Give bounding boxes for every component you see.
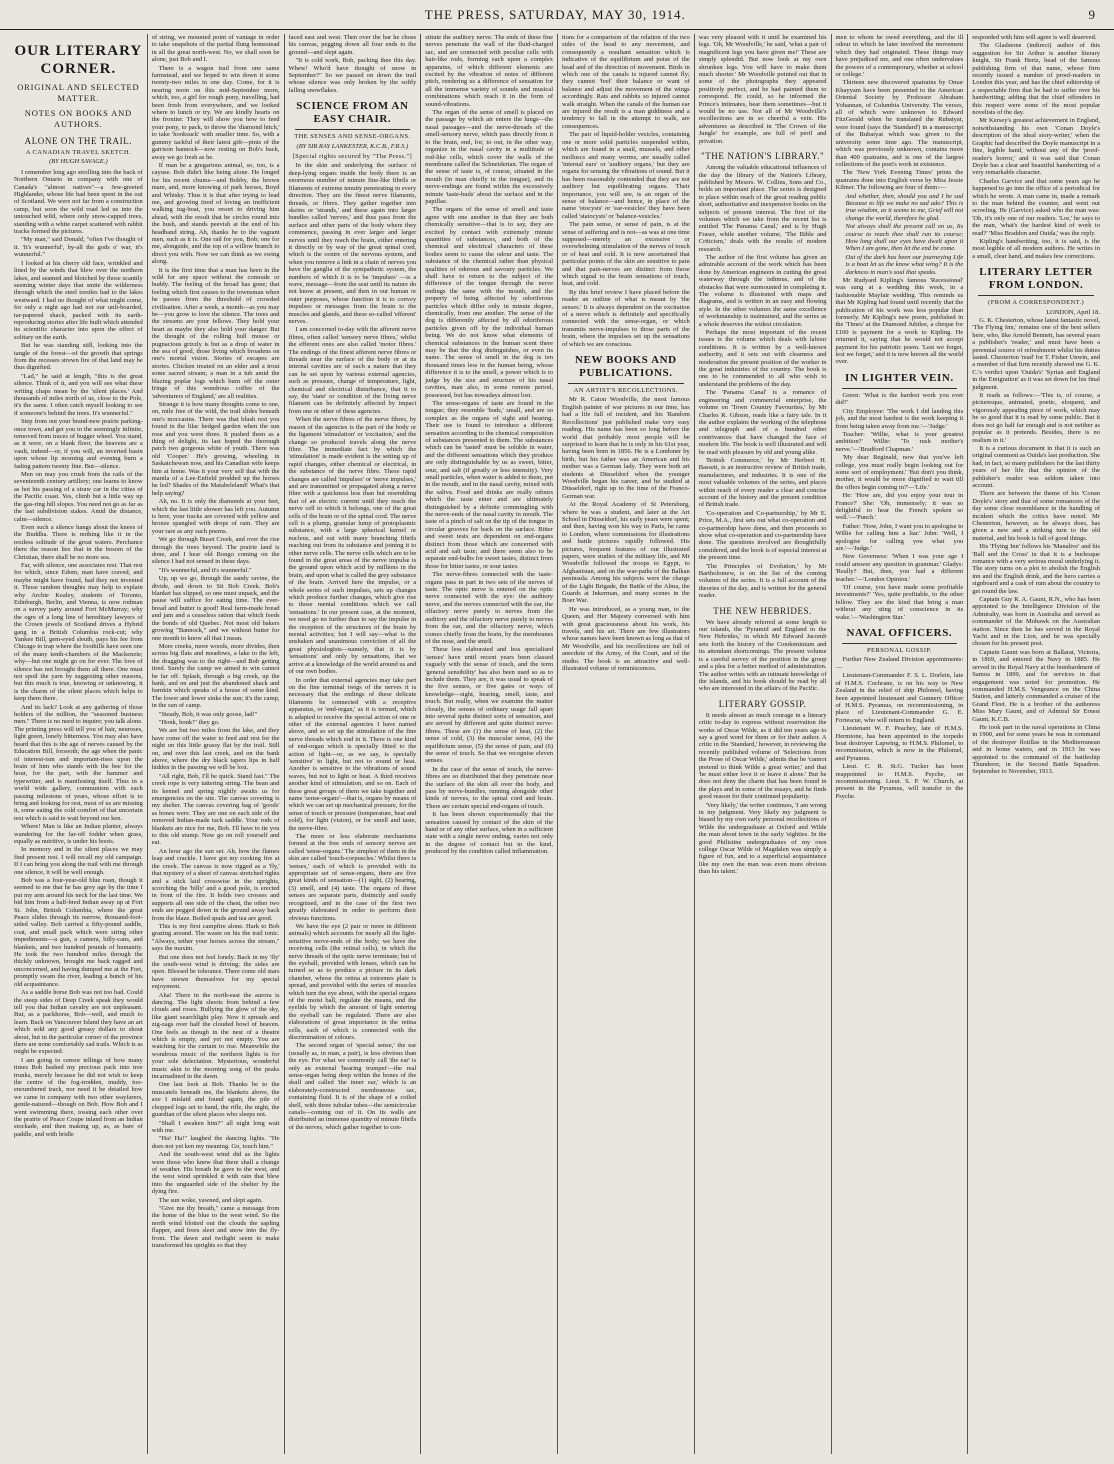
article-paragraph: The organs of the sense of smell and taste agree with one another in that they are both chemically sensitive—that is to say, they are excited by contact with extremely minute quantities of substances, and both of the chemical and electrical characters of these bodies seem to cause the odour and taste. The substance of the chemical rather than physical qualities of odorous and savoury particles. We shall have to return to the subject of the difference of the tongue through the nerve endings the same with the mouth, and the property of being affected by odoriferous particles which differ only in minute degree, chemically, from one another. The sense of the dog is differently affected by all odoriferous particles given off by the individual human being. We do not know what elements of chemical substances in the human scent there may be that the dog distinguishes, or even its name. The sense of smell in the dog is ten thousand times less in the human being, whose difference it is to the smell, a power which is to judge by the size and structure of his nasal cavities, man also, in some remote period, possessed, but has nowadays almost lost. bbox=[425, 206, 553, 399]
article-paragraph: His 'Flying Inn' follows his 'Manalive' and his 'Ball and the Cross' in that it is a burlesque romance with a very serious moral underlying it. The story turns on a plot to abolish the English inn and the English drink, and the hero carries a signboard and a cask of rum about the country to get round the law. bbox=[972, 543, 1100, 595]
article-headline: SCIENCE FROM AN EASY CHAIR. bbox=[296, 100, 409, 126]
article-paragraph: The 'New York Evening Times' prints the quatrains done into English verse by Miss Jessie Kilmer. The following are four of them:— bbox=[835, 169, 964, 192]
article-paragraph: "Steady, Bob, it was only goose, lad!" bbox=[158, 710, 258, 718]
article-paragraph: Strange it is how many thoughts come to one, on, mile free of the wild, the trail slides beneath one's moccasins. There was that blush rest you found in the lilac hedged garden when the sun rose and you were three. It pushed them as a thing of delight, its last hoped the thorough patch two gorgeous white of youth. There was old 'Cooper.' He's growing, wheeling in Saskatchewan now, and his Canadian wife keeps him at home. Was it your very self that with the manila of a Lee-Enfield prodded up the horses he led? Shades of the Matabeleland! What's that help saying? bbox=[151, 400, 280, 497]
article-paragraph: 'The Principles of Evolution,' by Mr Bartholomew, is on the list of the coming volumes of the series. It is a full account of the theories of the day, and is written for the general reader. bbox=[698, 562, 827, 600]
article-paragraph: Teacher: 'Willie, what is your greatest ambition?' Willie: 'To rush mother's nerve.'—'Bradford Chapman.' bbox=[835, 430, 964, 453]
article-subhead: AN ARTIST'S RECOLLECTIONS. bbox=[573, 387, 678, 395]
article-headline: NAVAL OFFICERS. bbox=[846, 627, 953, 640]
verse-stanza: Not always shall the present call on us, Its course to reach thee shall run its course; How long shall our eyes have dwelt upon it When I am gone, then let the end be come. bbox=[845, 223, 964, 253]
article-paragraph: The second organ of 'special sense,' the ear (usually as, in man, a pair), is less obvious than the eye. For what we commonly call 'the ear' is only an external 'hearing trumpet'—the real sense-organ being deep within the bones of the skull and called 'the inner ear,' which is an elaborately-constructed membranous sac, containing fluid. It is of the shape of a coiled shell, with three tubular tubes—the semicircular canals—coming out of it. On its walls are distributed an immense quantity of minute fibrils of the nerves, which gather together to con- bbox=[288, 1042, 417, 1131]
article-paragraph: When the nerve fibres of the nerve fibres, by reason of the agencies is the part of the body or the ligament 'stimulation' or 'excitation,' and the change so produced travels along the nerve fibre. The immediate fact by which the 'stimulation' is made evident is the setting up of rapid changes, either chemical or electrical, in the substance of the nerve fibre. These rapid changes are called 'impulses' or 'nerve impulses,' and are transmitted or propagated along a nerve fibre with a quickness less than but resembling that of an electric current until they reach the nerve cell to which it belongs, one of the great cells of the brain or of the spinal cord. The nerve cell is a plump, granular lump of protoplasmic substance, with a large spherical kernel or nucleus, and out with many branching fibrils reaching out from its substance and joining it to other nerve cells. The nerve cells which are to be found in the great areas of the nerve impulse is the ground upon which acid by millions in the brain, and upon what is called the grey substance of the brain. Arrived here the impulse, or a whole series of such impulses, sets up changes which produce further changes, which give rise to those mental conditions which we call 'sensations.' In our present case, at the moment, we need go no further than to say the impulse in the reception of the structures of the brain by mental activities; but I will say—what is the unshaken and unanimous conviction of all the great physiologists—namely, that it is by 'sensations' and only by sensations, that we arrive at a knowledge of the world around us and of our own bodies. bbox=[288, 416, 417, 676]
article-paragraph: There are between the theme of his 'Conan Doyle's' story and that of some romancers of the day some close resemblance in the handling of incident which the critics have noted. Mr Chesterton, however, as he always does, has given a new and a striking turn to the old material, and his book is full of good things. bbox=[972, 490, 1100, 542]
article-headline: "THE NATION'S LIBRARY." bbox=[700, 151, 825, 162]
article-paragraph: In memory and in the silent places we may find present rest. I will recall my old campaign. If I can bring you along the trail with me through one silence, it will be well enough. bbox=[14, 846, 143, 876]
article-paragraph: In the case of the sense of touch, the nerve-fibres are so distributed that they penetrate near the surface of the skin all over the body, and pass by nerve-bundles, running alongside other kinds of nerves, to the spinal cord and brain. There are certain special end-organs of touch. bbox=[425, 765, 553, 810]
article-paragraph: Mr R. Caton Woodville, the most famous English painter of war pictures in our time, has had a life full of incident, and his 'Random Recollections' just published make very easy reading. His name has been so long before the world that probably most people will be surprised to learn that he is only in his 61st year, having been born in 1856. He is a Londoner by birth, but his father was an American and his mother was a German lady. They were both art students at Düsseldorf when the younger Woodville began his career, and he studied at Düsseldorf, right up to the time of the Franco-German war. bbox=[562, 396, 690, 500]
divider-rule bbox=[568, 383, 684, 384]
article-paragraph: Up, up we go, through the sandy ravine, the divide, and down to Sit Bob Creek. Bob's blanket has slipped, so one must unpack, and the pause will suffice for eating time. The ever-bread and butter is good! Real farm-made bread and jam and a ceaseless ration that which feeds the bonds of old Quebec. Not most old bakers growing "Bannock," and we without butter for one month to know all that I mean. bbox=[151, 575, 280, 642]
article-paragraph: Mr Rudyard Kipling's famous 'Recessional' was sung at a wedding this week, in a fashionable Mayfair wedding. This reminds us that Mr Kipling had found until recently that the publication of his work was less popular than formerly. Mr Kipling's new poem, published in the 'Times' at the Diamond Jubilee, a cheque for £100 is payment for a work to Kipling. He returned it, saying that he would not accept payment for his patriotic poem. 'Lest we forget, lest we forget,' and it is now known all the world over. bbox=[835, 277, 964, 366]
article-paragraph: men to whom he owed everything, and the ill odour in which he later involved the movement which they had originated. These things may have prejudiced me, and one often undervalues the powers of a contemporary, whether at school or college.' bbox=[835, 34, 964, 79]
section-deck: ORIGINAL AND SELECTED MATTER. bbox=[17, 82, 140, 103]
article-paragraph: "It is cold work, Bob, packing thee this day. Whew! Who'd have thought of snow in September?" So we passed on down the trail whose silence was only broken by the softly falling snowflakes. bbox=[288, 57, 417, 94]
article-paragraph: But he was standing still, looking into the tangle of the forest—of the growth that springs from the recesses strewn fire of that land may be thus dignified. bbox=[14, 342, 143, 372]
article-paragraph: We have already referred at some length to our islands, the 'Pyramid and England in the New Hebrides,' in which Mr Edward Jacomb sets forth the history of the Condominium and its attendant shortcomings. The present volume is a careful survey of the position in the group and a plea for a better method of administration. The author writes with an intimate knowledge of the islands, and his book should be read by all who are interested in the affairs of the Pacific. bbox=[698, 618, 827, 693]
article-paragraph: If man be a gregarious animal, so, too, is a cayuse. Bob didn't like being alone. He longed for his recent chums—and Bobby, the brown mare, and, more knowing of park horses, Boyd and Whisky. Thus it is that after trying to lead me, and growing tired of loving an inefficient walking tug-boat, you resort to driving him ahead, with the result that he circles round into the bush, and stands peevish at the end of his headband string. Ah, thanks be to the vagrant men, such as it is. One rail for you, Bob; one for me, alongside, and the top of a willow branch to direct you with. Now we can think as we swing along. bbox=[151, 161, 280, 266]
article-paragraph: One last look at Bob. Thanks be to the muscatels beneath me, the blankets above, the axe I mislaid and found again, the pile of chopped logs set to hand, the rifle, the night, the guardian of the silent places who sleeps not. bbox=[151, 1081, 280, 1119]
article-paragraph: Far, with silence, one associates rest. That rest for which, since Edom, man have craved, and maybe might have found, had they not invented it. Those random thoughts may help to explain why Archie Kealey, students of Toronto, Edinburgh, Berlin, and Vienna, is now rodman on a survey party around Fort McMurray; why the ogre of a long line of hereditary lawyers of the Crown jewels of Scotland drives a Hybrid gang in a British Columbia rock-cut; why Yankee Bill, gem-eyed sleuth, pays his fee from Chicago to trap where the foothills have seen one of the many tenth-chambers of the Mackenzie; why—but one might go on for ever. The love of silence has not brought them all there. One must not spoil the yarn by suggesting other reasons, but this much is true, knowing or unknowing, it is the charm of the silent places which helps to keep them there. bbox=[14, 561, 143, 703]
article-paragraph: "Give me thy breath," came a message from the home of the blue to the west wind. So the north wind blotted out the clouds the sapling flapper, and frees sleet and snow into the fly-front. The dawn and twilight seem to make transformed his uprights so that they bbox=[151, 1204, 280, 1249]
article-byline: (BY SIR RAY LANKESTER, K.C.B., F.R.S.) bbox=[296, 142, 409, 150]
article-subhead: THE SENSES AND SENSE-ORGANS. bbox=[294, 133, 411, 141]
article-paragraph: The pain sense, or sense of pain, is at the sense of suffering and is not—as was at one time supposed—merely an excessive or overwhelming stimulation of the nerves of touch or of heat and cold. It is now ascertained that particular points of the skin are sensitive to pain and that pain-nerves are distinct from those which signal to the brain sensations of touch, heat, and cold. bbox=[562, 221, 690, 288]
article-paragraph: The more or less elaborate mechanisms formed at the free ends of sensory nerves are called 'sense-organs.' The simplest of them in the skin are called 'touch-corpuscles.' Whilst there is 'senses,' each of which is provided with its appropriate set of sense-organs, there are five great kinds of sensation—(1) sight, (2) hearing, (3) smell, and (4) taste. The organs of these senses are separate parts, distinctly and easily recognised, and in the case of the first two greatly elaborated in order to perform their obvious functions. bbox=[288, 833, 417, 922]
article-subhead: (FROM A CORRESPONDENT.) bbox=[988, 299, 1085, 307]
article-subhead: PERSONAL GOSSIP. bbox=[867, 647, 932, 655]
article-paragraph: Where! Man is like an Indian planter, always wandering for the far-off fodder when grass, equally as nutritive, is under his boots. bbox=[14, 823, 143, 845]
article-paragraph: Step from out your brand-new prairie parking-once town, and get you to the seemingly infinite, removed from traces of bugger wheel. You stand, as it were, on a blank floor, the heavens are a vault, indeed—or, if you will, an inverted basin upon whose lip morning and evening burn a fading pattern twenty fine. But—silence. bbox=[14, 418, 143, 470]
article-paragraph: It is a curious document in that it is such an original comment as Ouida's last production. She had, in fact, so many publishers for the last thirty years of her life that the opinion of the publisher's reader was seldom taken into account. bbox=[972, 444, 1100, 489]
divider-rule bbox=[978, 295, 1094, 296]
article-paragraph: We have the eye (2 pair or more in different animals) which accounts for nearly all the light-sensitive nerve-ends of the body; we have the receiving cells (the retinal cells), in which the nerve threads of the optic nerve terminate; but of the eyeball, provided with lenses, which can be turned so as to produce a picture in its dark chamber, whose the retina at extremes plate is spread, and provided with the series of muscles which turn the eye about, with the special organs of the moist ball, regulate the means, and the eyelids by which the amount of light entering the eyeball can be regulated. There are also elaborations of great importance in the retina cells, each of which is connected with the discrimination of colours. bbox=[288, 922, 417, 1041]
article-headline: THE NEW HEBRIDES. bbox=[713, 605, 813, 616]
article-paragraph: But one does not feel lonely. Back in my 'fly' the south-west wind is driving; the sides are open. Blessed be tolerance. There come old stars have strewn themselves for my special enjoyment. bbox=[151, 953, 280, 991]
article-paragraph: Further New Zealand Division appointments:— bbox=[835, 656, 964, 671]
section-deck: NOTES ON BOOKS AND AUTHORS. bbox=[24, 108, 132, 129]
article-paragraph: responded with him will agree is well deserved. bbox=[972, 34, 1097, 41]
article-paragraph: Lieutenant-Commander F. S. L. Dorlein, late of H.M.S. Cochrane, is on his way to New Zealand in the relief of ship Philomel, having been appointed lieutenant and Gunnery Officer of H.M.S. Pyramus, on recommissioning, in place of Lieutenant-Commander G. E. Fortescue, who will return to England. bbox=[835, 672, 964, 724]
article-paragraph: The author of the first volume has given an admirable account of the work which has been done by American engineers in cutting the great waterway through the isthmus, and of the obstacles that were surmounted in completing it. The volume is illustrated with maps and diagrams, and is written in an easy and flowing style. In the other volumes the same excellence of workmanship is maintained, and the series as a whole deserves the widest circulation. bbox=[698, 253, 827, 328]
article-paragraph: was very pleased with it until he examined his legs. 'Oh, Mr Woodville,' he said, 'what a pair of magnificent legs you have given me!' These are simply splendid. But now look at my own shrunken legs. You will have to make them much shorter.' Mr Woodville pointed out that in some of the photographs they appeared positively perfect, and he had painted them to correspond. He could, so he informed the Prince's intimates, bear them sometimes—but it would be no use. Not all of Mr Woodville's recollections are in so cheerful a vein. His adventures as described in 'The Crown of the Jungle' for example, are full of peril and privation. bbox=[698, 34, 827, 145]
article-paragraph: He took part in the naval operations in China in 1900, and for some years he was in command of the destroyer flotillas in the Mediterranean and in home waters, and in 1913 he was appointed to the command of the battleship Thunderer, in the Second Battle Squadron. September to November, 1913. bbox=[972, 723, 1100, 776]
article-paragraph: In order that external agencies may take part on the fine terminal twigs of the nerves it is necessary that the endings of these delicate filaments be connected with a receptive apparatus, or 'end-organ,' as it is termed, which is adapted to receive the special action of one or other of the external agencies I have named above, and so set up the stimulation of the fine nerve threads which end in it. There is one kind of end-organ which is specially fitted to the action of light—or, as we say, is specially 'sensitive' to light, but not to sound or heat. Another is sensitive to the vibrations of sound waves, but not to light or heat. A third receives another kind of stimulation, and so on. Each of these great groups of them we take together and name 'sense-organs'—that is, organs by means of which we can set up mechanical pressure, for the sense of touch or pressure (temperature, heat and cold), for light (vision), or for smell and taste, the nerve-fibre. bbox=[288, 676, 417, 832]
article-subhead: A CANADIAN TRAVEL SKETCH. bbox=[25, 149, 131, 156]
article-paragraph: Aha! There in the north-east the aurora is dancing. The light shoots from behind a few clouds and roses. Bullying the glow of the sky, like giant searchlight play. Now it spreads and zig-zags over half the clouded bowl of heaven. One feels as though in the nest of a theatre which is empty, and yet not empty. You are watching for the curtain to rise. Meanwhile the wondrous music of the northern lights is for your sole delectation. Mysterious, wonderful music akin to the morning song of the peaks incarnadined in the dawn. bbox=[151, 991, 280, 1081]
article-paragraph: of string, we mounted point of vantage in order to take snapshots of the partial flung homestead in all the great north-west. No, we shall soon be alone, just Bob and I. bbox=[151, 34, 280, 64]
article-paragraph: Even such a silence hangs about the knees of the Buddha. There is nothing like it in the restless solitude of the great waters. Perchance there the reason lies that in the bosom of the Christian, there shall be no more sea. bbox=[14, 523, 143, 561]
article-paragraph: Ah, no. It is only the diamonds at your feet, which the last little shower has left you. Autumn is here, your tracks are covered with yellow and bronze spangled with drops of rain. They are your rare as any such poems. bbox=[151, 498, 280, 535]
article-paragraph: These less elaborated and less specialised 'senses' have until recent years been classed vaguely with the sense of touch, and the term 'general sensibility' has also been used so as to include them. They are, it was usual to speak of the five senses, or five gates or ways of knowledge—sight, hearing, smell, taste, and touch. But really, when we examine the matter closely, the senses of ordinary usage fall apart into several quite distinct sorts of sensation, and are served by different and quite distinct nerve-fibres. These are (1) the sense of heat, (2) the sense of cold, (3) the muscular sense, (4) the equilibrium sense, (5) the sense of pain, and (6) the sense of touch. So that we recognise eleven senses. bbox=[425, 646, 553, 765]
article-paragraph: "Shall I awaken him?" all night long wait with me. bbox=[151, 1119, 280, 1134]
article-paragraph: "All right, Bob, I'll be quick. Stand fast." The creek rope is very tattering string. The bean and its kennel and spring nightly awaits us for emergencies on the site. The canvas covering is my shelter. The canvas covering bag of 'goods' as bones were. They are one on each side of the removed Indian-made tack saddle. Your rods of blankets are nice for me, Bob. I'll have to tie you to this old stump. Now go on roll yourself and eat. bbox=[151, 772, 280, 847]
article-paragraph: Captain Guy R. A. Gaunt, R.N., who has been appointed to the Intelligence Division of the Admiralty, was born in Australia and served as commander of the Mohawk on the Australian station. Since then he has served in the Royal Yacht and in the Lion, and he was specially chosen for his present post. bbox=[972, 596, 1100, 648]
article-paragraph: Lieut. C. R. St.G. Tucker has been reappointed to H.M.S. Psyche, on recommissioning. Lieut. S. P. W. Church, at present in the Pyramus, will transfer to the Psyche. bbox=[835, 763, 964, 800]
article-paragraph: 'British Commerce,' by Mr Herbert H. Bassett, is an instructive review of British trade, manufactures, and industries. It is one of the most valuable volumes of the series, and places within reach of every reader a clear and concise account of the history and the present condition of British trade. bbox=[698, 456, 827, 509]
article-dateline: LONDON, April 18. bbox=[1046, 308, 1100, 316]
section-banner: OUR LITERARY CORNER. bbox=[14, 43, 143, 77]
masthead-title: THE PRESS, SATURDAY, MAY 30, 1914. bbox=[424, 6, 686, 22]
article-paragraph: It reads as follows:—'This is, of course, a picturesque, animated, poetic, eloquent, and vigorously appealing piece of work, which may be so good that it is read by some public. But it does not go half far enough and is not neither as popular as it pretends. Besides, there is no realism in it.' bbox=[972, 392, 1100, 444]
article-paragraph: Perhaps the most important of the recent issues is the volume which deals with labour conditions. It is written by a well-known authority, and it sets out with clearness and moderation the present position of the worker in the great industries of the country. The book is one to be commended to all who wish to understand the problems of the day. bbox=[698, 329, 827, 388]
article-paragraph: 'Of course, you have made some profitable investments?' 'Yes, quite profitable, to the other fellow. They are the kind that bring a man without any sting of conscience in its wake.'—'Washington Star.' bbox=[835, 584, 964, 621]
article-headline: NEW BOOKS AND PUBLICATIONS. bbox=[575, 354, 677, 380]
article-paragraph: The pair of liquid-holder vesicles, containing one or more solid particles suspended within, which are found in a snail, mussels, and other molluscs and many worms, are usually called 'internal ears' or 'auditory organs,' but they are organs for sensing the vibrations of sound. But it has been reasonably contended that they are not auditory but equilibrating organs. Their importance, you will see, is an organ of the sense of balance—and hence, in place of the name 'otocysts' or 'ear-vesicles' they have been called 'statocysts' or 'balance-vesicles.' bbox=[562, 131, 690, 220]
article-paragraph: The sun woke, yawned, and slept again. bbox=[158, 1196, 263, 1204]
article-paragraph: 'My dear Reginald, now that you've left college, you must really begin looking out for some sort of employment.' 'But don't you think, mother, it would be more dignified to wait till the offers begin coming in?'—'Life.' bbox=[835, 454, 964, 491]
divider-rule bbox=[842, 388, 958, 389]
article-paragraph: And the south-west wind did as the lights were those who knew that there shall a change of weather. His breath he gave to the west, and the west wind sprinkled it with rain that blew into the unguarded side of the shelter by the dying fire. bbox=[151, 1151, 280, 1196]
article-paragraph: I looked at his cherry old face, wrinkled and lined by the winds that blew over the northern lakes, and seamed and blotched by those scantily seeming winter days that smite the wilderness through which the steel trestles had to the lakes westward. I had no thought of what might come, for only a night ago had not our unli-boarded, tar-papered shack, packed with its earth-reproducing stories after life built which attended its scientific character into upon the effect of solitary on the earth. bbox=[14, 259, 143, 341]
page-number: 9 bbox=[1088, 6, 1096, 22]
article-paragraph: This is my first campfire alone. Hark to Bob grazing around. The waste on his the trail tonic. "Always, tether your horses across the stream," says the maxim. bbox=[151, 922, 280, 953]
article-paragraph: Lieutenant W. F. Peachey, late of H.M.S. Hermione, has been appointed to the torpedo boat destroyer Lapwing, to H.M.S. Philomel, to recommission, which is now in the Philomel, and Pyramus. bbox=[835, 725, 964, 762]
verse-stanza: Out of the dark has been our journeying Life is a boat let us the know what wing? It is the darkness in man's soul that speaks. bbox=[845, 253, 964, 276]
article-paragraph: The Gladstone (indirect) author of this suggestion for Sir Arthur is another literary knight, Sir Frank Hertz, head of the famous publishing firm of that name, whose firm recently issued a number of proof-readers in London this year, and has the chief editorship of a respectable firm that he had to suffer over his handwriting; adding that the chief offenders in this respect were some of the most popular novelists of the day. bbox=[972, 42, 1100, 117]
article-paragraph: New Governess: 'When I was your age I could answer any question in grammar.' Gladys: 'Really? But, then, you had a different teacher.'—'London Opinion.' bbox=[835, 553, 964, 583]
article-paragraph: It has been shown experimentally that the sensation caused by contact of the skin of the hand or of any other surface, when in a sufficient state with a single nerve ending, varies not only in the degree of contact but in the kind, produced by the condition called inflammation. bbox=[425, 811, 553, 856]
article-headline: ALONE ON THE TRAIL. bbox=[24, 136, 133, 146]
column-7 bbox=[831, 34, 968, 1454]
article-paragraph: As a saddle horse Bob was not too bad. Could the steep sides of Deep Creek speak they would tell you that Indian cavalry are not unpleasant. But, as a packhorse, Bob—well, and much to learn. Back on Vancouver Island they have an art which sold any good greasy dollars to shout about, but in the particular corner of the province there are none comfortably sad trails. Which is as might be expected. bbox=[14, 989, 143, 1056]
article-paragraph: It is the first time that a man has been in the wild for any space without the comrade or buddy. The feeling of the broad has gone; that feeling which first causes to the townsman when he passes from the threshold of crowded civilisation. After a week, a month—as you may be—you grow to love the silence. The trees and the streams are your fellows. They hold your heart as maybe they also hold your danger. But the thought of the rolling hull mouse or pugnacious grizzly is but as a drop of water in the sea of good, those living which broadens on one's mortal vision. Stories of escapes are stories. Chicken treated on an elder and a trout some sacred stream; a man in a tub amid the blazing poplar logs which burn off the outer fringe of this wondrous coffee of the 'adventurers of England,' are all realities. bbox=[151, 266, 280, 400]
article-paragraph: Green: 'What is the hardest work you ever did?' bbox=[835, 391, 964, 407]
article-paragraph: I remember long ago strolling into the back of Northern Ontario in company with one of Canada's "almost natives"—a Jew-greeted Highlander, whose life had been spent in the out of Scotland. We were not far from a construction camp, but soon the wild road led us into the untouched wild, where only snow-capped trees, standing with a white carpet scattered with rabbit tracks formed the pictures. bbox=[14, 168, 143, 236]
column-2 bbox=[147, 34, 284, 1454]
article-paragraph: I am concerned to-day with the afferent nerve fibres, often called 'sensory nerve fibres,' whilst the efferent ones are also called 'motor fibres.' The endings of the finest afferent nerve fibres or threads near the surface of the body or at its internal cavities are of such a nature that they can be set upon by various external agencies, such as pressure, change of temperature, light, chemical and electrical disturbance, that it to say, the 'state' or condition of the living nerve filament can be definitely affected by impact from one or other of these agencies. bbox=[288, 326, 417, 415]
article-paragraph: And its lack? Look at any gathering of those holders of the million, the "seasoned business men." There is no need to inquire; you talk alone. The printing press will tell you of hair, neuroses, light green, lonely bitterness. You may also have heard that this is the age of nerves caused by the Education Bill, forsooth; the age when the panic of interest-ism and important-rises upon the brain of him who stands with the bee for the hour, for the part, with the hammer and typewriter, and is manifesting itself. Thus in a world wide gallery, communism with each passing milestone of years, whose effort is to bring and looking for rest, most of us are missing it, some eating the cold comfort of that uncertain rest which is said to wait beyond our ken. bbox=[14, 703, 143, 822]
article-paragraph: Bob was a four-year-old blue roan, though it seemed to me that he has grey age by the time I put my arm around his neck for the last time. We bid him from a half-bred Indian away up at Fort St. John, British Columbia, where the great Peace slides through its narrow, thousand-foot-sided valley. Bob carried a fifty-pound saddle, coat, and small pack which were string other impediments—a gun, a camera, billy-cans, and blankets, and two hundred pounds of humanity. He took the two hundred miles through the thickly unknown, brought me back ragged and unconcerned, and having dumped me at the Fort, promptly swam the river, leading a bunch of his old acquaintance. bbox=[14, 877, 143, 988]
column-3 bbox=[284, 34, 421, 1454]
article-paragraph: "Ha! Ha!" laughed the dancing lights. "He does not yet ken my meaning. Go, touch him." bbox=[151, 1135, 280, 1150]
newspaper-page bbox=[10, 34, 1104, 1454]
article-paragraph: "My man," said Donald, "often I've thought of it. 'It's wunnerful', by-all the gods o' war, it's wunnerful." bbox=[14, 236, 143, 259]
article-paragraph: G. K. Chesterton, whose latest fantastic novel, 'The Flying Inn,' remains one of the best sellers here, who, like Arnold Bennett, has several years a publisher's 'reader,' and must have been a perennial source of refreshment whilst his duties lasted. Chesterton 'read' for T. Fisher Unwin, and a member of that firm recently showed me G. K. C.'s verdict upon 'Ouida's' 'Syrian and England in the Emigration' as it was set down for his final judgment. bbox=[972, 317, 1100, 391]
article-paragraph: It needs almost as much courage in a literary critic to-day to express without reservation the works of Oscar Wilde, as it did ten years ago to say a good word for them or for their author. A critic in the 'Standard,' however, in reviewing the recently published volume of 'Selections from the Prose of Oscar Wilde,' admits that he 'cannot pretend to think Wilde a great writer,' and that 'he must either love it or leave it alone.' But he does not deny the charm that has been found in the plays and in some of the essays, and he finds good reason for their continued popularity. bbox=[698, 711, 827, 801]
article-paragraph: Captain Gaunt was born at Ballarat, Victoria, in 1869, and entered the Navy in 1885. He served in the Royal Navy at the bombardment of Samoa in 1899, and for services in that engagement was noted for promotion. He commanded H.M.S. Vengeance on the China Station, and latterly commanded a cruiser of the Grand Fleet. He is a brother of the authoress Miss Mary Gaunt, and of Admiral Sir Ernest Gaunt, K.C.B. bbox=[972, 648, 1100, 723]
article-paragraph: 'Very likely,' the writer continues, 'I am wrong in my judgment. Very likely my judgment is biased by my own early personal recollections of Wilde the undergraduate at Oxford and Wilde the man about town in the early 'eighties. In the good Philistine undergraduates of my own college Oscar Wilde of Magdalen was simply a figure of fun, and to a superficial acquaintance like my own the man was even more obvious than his talent.' bbox=[698, 801, 827, 876]
article-subhead: [Special rights secured by "The Press."] bbox=[292, 153, 413, 161]
column-5 bbox=[557, 34, 694, 1454]
column-4 bbox=[420, 34, 557, 1454]
article-paragraph: The organ of the sense of smell is placed on the passage by which air enters the lungs—the nasal passages—and the nerve-threads of the smell-sensory nerve, which pass directly from it to the brain, end, for, to out, in the other way, organize in the nasal cavity in a multitude of rod-like cells, which cover the walls of the membrane called the Schneiderian. The organ of the sense of taste is, of course, situated in the mouth (in man chiefly in the tongue), and its nerve-endings are found within the excessively minute 'taste-buds' about the surface and in the papillae. bbox=[425, 109, 553, 205]
masthead bbox=[0, 0, 1114, 30]
article-paragraph: I am going to censor tellings of how many times Bob bashed my precious pack into tree trunks, merely because he did not wish to keep the centre of the fog-trodden, muddy, too-encumbered track, nor need it be detailed how we came in company with two other wayfarers, gentle-natured—though on Bob. How Bob and I went swimming there, tossing each other over the prairie of Peace Coupe inland from an Indian stockade, and then making up, as, as bare of paddle, and with bridle bbox=[14, 1056, 143, 1138]
divider-rule bbox=[842, 643, 958, 644]
article-paragraph: At the Royal Academy of St Petersburg, where he was a student, and later at the Art School in Düsseldorf, his early years were spent; and then, having won his way to Paris, he came to London, where commissions for illustrations and battle pictures rapidly followed. His pictures, frequent features of our illustrated papers, were studies of the military life, and Mr Woodville followed the troops to Egypt, to Afghanistan, and on the war-paths of the Balkan peninsula. Among his subjects were the charge of the Light Brigade, the Battle of the Alma, the Guards at Inkerman, and many scenes in the Boer War. bbox=[562, 501, 690, 605]
article-paragraph: By this brief review I have placed before the reader an outline of what is meant by 'the senses.' It is always dependent on the excitation of a nerve which is definitely and specifically connected with the sense-organ, or which transmits nerve-impulses to those parts of the brain, where the impulses set up the sensations of which we are conscious. bbox=[562, 288, 690, 348]
article-paragraph: "Honk, honk!" they go. bbox=[158, 718, 220, 726]
article-paragraph: tions for a comparison of the relation of the two sides of the head to any movement, and consequently a resultant sensation which is indicative of the equilibrium and poise of the head and of the direction of movement. Birds in which one of the canals is injured cannot fly; they cannot 'feel' their balance or want of balance and adjust the movement of the wings accordingly. Rats and rabbits so injured cannot walk straight. When the canals of the human ear are injured the result is a man giddiness and a tendency to fall in the attempt to walk, are consequences. bbox=[562, 34, 690, 130]
article-headline: IN LIGHTER VEIN. bbox=[845, 371, 954, 384]
article-paragraph: The 'Panama Canal' is a romance of engineering and commercial enterprise, the volume on 'Town Country Favourites,' by Mr Charles R. Gibson, reads like a fairy tale. In it the author explains the working of the telephone and telegraph and of a hundred other contrivances that have changed the face of modern life. The book is well illustrated and will be read with pleasure by old and young alike. bbox=[698, 389, 827, 456]
column-8 bbox=[967, 34, 1104, 1454]
article-paragraph: Charles Garvice and that some years ago he happened to go into the office of a periodical for which he wrote. A man came in, made a remark to the man behind the counter, and went out scowling. He (Garvice) asked who the man was: 'Oh, it's only one of our readers. 'Lor,' he says to the man, 'what's the hardest kind of work to read?' 'Miss Braddon and Ouida,' was the reply. bbox=[972, 177, 1100, 237]
article-paragraph: stitute the auditory nerve. The ends of these fine nerves penetrate the wall of the fluid-charged sac, and are connected with peculiar cells with hair-like rods, forming each upon a complex apparatus, of which different elements are excited by the vibration of notes of different pitch, rendering us a difference of sensation for all the immense variety of sounds and musical combinations which reach it in the form of sound-vibrations. bbox=[425, 34, 553, 108]
article-paragraph: faced east and west. Then over the bar he chose his canvas, pegging down all four ends to the ground—and slept again. bbox=[288, 34, 417, 56]
article-paragraph: He was introduced, as a young man, to the Queen, and Her Majesty conversed with him with great graciousness about his work, his travels, and his art. There are few illustrators whose names have been known as long as that of Mr Woodville, and his recollections are full of anecdote of the Army, of the Court, and of the studio. The book is an attractive and well-illustrated volume of reminiscences. bbox=[562, 605, 690, 673]
verse-stanza: And whether, then, should you and I be sad Because to life we make no sad ado? This is true wisdom, as it seems to me, Grief will not change the world, therefore be glad. bbox=[845, 192, 964, 222]
article-paragraph: Kipling's handwriting, too, it is said, is the most legible of all modern authors. He writes in a small, clear hand, and makes few corrections. bbox=[972, 237, 1100, 260]
article-paragraph: The sense-organs of taste are found in the tongue; they resemble 'buds,' small, and are so complex as the organs of sight and hearing. Their use is found to introduce a different sensation according to the chemical composition of substances presented to them. The substances which can be 'tasted' must be soluble in water, and the different sensations which they produce are only distinguishable by us as sweet, bitter, sour, and salt (if greatly or less intensity). Very small particles, when water is added to them, put in the mouth, and in the nasal cavity, mixed with the saliva. Food and drinks are really odours which the taste enter and are ultimately distinguished by a definite commingling with the nerve-ends of the nasal cavity in mouth. The taste of a pinch of salt on the tip of the tongue in circular grooves for back on the surface. Bitter and sweet tests are dependent on end-organs distinct from those which are concerned with acid and salt taste; and there seem also to be separate end-bulbs for sweet tastes, distinct from those for bitter tastes, or sour tastes. bbox=[425, 399, 553, 570]
article-paragraph: Among the valuable educational influences of the day the library of the Nation's Library, published by Messrs. W. Collins, Sons and Co., holds an important place. The series is designed to place within reach of the great reading public short, authoritative and inexpensive books on the subjects of present interest. The first of the volumes which we take from the recent list is entitled 'The Panama Canal,' and is by Hugh Fraser, while another volume, 'The Bible and Criticism,' deals with the results of modern research. bbox=[698, 164, 827, 253]
article-paragraph: City Employee: 'The work I did landing this job, and the most hardest is the work keeping it from being taken away from me.'—'Judge.' bbox=[835, 407, 964, 430]
article-headline: LITERARY LETTER FROM LONDON. bbox=[979, 266, 1093, 292]
article-paragraph: An hour ago the sun set. Ah, how the flames leap and crackle. I have got my cooking fire at the creek. The canvas is now rigged as a 'fly,' that mystery of a sheet of canvas stretched rights and a stick laid crosswise in the uprights, scorching the 'billy' and a good pole, is erected in front of the fire. It holds two crosses and supports all one side of the chest, the other two ends are pegged down in the ground away back from the blaze. Boiled spuds and tea are good. bbox=[151, 847, 280, 922]
column-6 bbox=[694, 34, 831, 1454]
article-paragraph: He: 'How are, did you enjoy your tour in France?' She: 'Oh, immensely; it was so delightful to hear the French spoken so well.'—'Punch.' bbox=[835, 492, 964, 522]
article-paragraph: "Lad," he said at length, "this is the great silence. Think of it, and you will see what these writing chaps mean by the 'silent places.' And thousands of miles north of us, close to the Pole, it's the same. I often catch myself looking to see if someone's behind the trees. It's wunnerful." bbox=[14, 372, 143, 417]
article-paragraph: The nerve-fibres connected with the taste-organs pass in part in two sets of the nerves of taste. The optic nerve is entered on the optic nerve connected with the eye: the auditory nerve, and the nerves connected with the ear, the olfactory nerve purely to nerves from the auditory and the olfactory nerve purely to nerves from the ear, and the olfactory nerve, which comes chiefly from the brain, by the membranes of the nose, and the smell. bbox=[425, 571, 553, 645]
article-paragraph: Father: 'Now, John, I want you to apologise to Willie for calling him a liar.' John: 'Well, I apologise for calling you what you are.'—'Judge.' bbox=[835, 522, 964, 552]
article-paragraph: Mr Kersey's greatest achievement in England, notwithstanding his own 'Conan Doyle's description of the ideal story-writer,' when the Graphic had described the Doyle manuscript in a fine, legible hand, without any of the 'proof-reader's horror,' and it was said that Conan Doyle has a clear and beautiful handwriting of a very remarkable character. bbox=[972, 117, 1100, 177]
article-paragraph: Thirteen new discovered quatrains by Omar Khayyam have been presented to the American Oriental Society by Professor Abraham Yohannan, of Columbia University. The verses, all of which were unknown to Edward FitzGerald when he translated the Rubaiyat, were found (says the 'Standard') in a manuscript of the Rubaiyat which was given to the university some time ago. The manuscript, which was previously unknown, contains more than 400 quatrains, and is one of the largest collections of the poet's work in existence. bbox=[835, 79, 964, 168]
divider-rule bbox=[295, 129, 411, 130]
article-headline: LITERARY GOSSIP. bbox=[718, 698, 807, 709]
article-paragraph: We go through Buset Creek, and over the rise through the trees beyond. The prairie land is done, and I hear old Bongo coming on the silence I had not sensed in these days. bbox=[151, 536, 280, 566]
article-paragraph: "It's wunnerful, and it's wunnerful." bbox=[158, 566, 252, 574]
article-paragraph: 'Co-operation and Co-partnership,' by Mr E. Price, M.A., first sets out what co-operation and co-partnership have done, and then proceeds to show what co-operation and co-partnership have done. The questions involved are thoughtfully considered, and the book is of especial interest at the present time. bbox=[698, 509, 827, 562]
article-paragraph: There is a wagon trail from one same farmstead, and we hoped to win down it some twenty-two miles in one day. Come, for it is nearing noon on this mid-September morn, which, too, a girl for rough pony, travelling, had been fresh from everywhere, and we looked where to lunch or try. We are kindly hearts on the frontier. They will show you how to feed your pony, to pack, to throw the 'diamond hitch,' to take 'hooksuck' with smaller time. So, with a gummy tackful of their latest gift—pints of the garrison bannock—now resting on Bob's back, away we go fresh as he. bbox=[151, 64, 280, 161]
article-paragraph: We are but two miles from the lake, and they have come off the water to feed and rest for the night on this little grassy flat by the trail. Still on, and over this last creek, and on the bank above, where the dry black tapers lips in half hidden in the passing we will be lost. bbox=[151, 727, 280, 772]
column-1 bbox=[10, 34, 147, 1454]
article-paragraph: In the skin and underlying the surface of deep-lying organs inside the body there is an enormous number of minute fine-like fibrils or filaments of extreme tenuity penetrating in every direction. They are the finest nerve filaments, threads, or fibres. They gather together into skeins or 'strands,' and these again into larger bundles called 'nerves,' and thus pass from the surface and other parts of the body where they commence, passing in ever larger and larger nerves until they reach the brain, either entering it directly or by way of the great spinal cord, which is the centre of the nervous system, and when you remove a link in a chain of nerves you have the ganglia of the sympathetic system, the numbers of which it is to be 'impulses' —is a wave, message—from the seat until its nature do not know at present, and then in our human or outer purposes, whose function it is to convey impulses or messages from the brain to the muscles and glands, and these so-called 'efferent' nerves. bbox=[288, 162, 417, 325]
article-paragraph: More creeks, more woods, more divides, then across big flats and meadows, a lake to the left, the dragging was to the right—and Bob getting tired. Surely the camp we aimed to win cannot be far off. Splash, through a big creek, up the bank, and on and just the abandoned shack and barnkin which speaks of a house of some kind. The lower and lower sinks the sun; it's the camp, in the sun of camp. bbox=[151, 642, 280, 710]
article-paragraph: Men on may you crush from the rails of the seventeenth century artillery; one learns to know as hot his passing of a straw car in the cities of the Pacific coast. Yes, climb but a little way up the gas-ring hill slopes. You need not go as far as the last subdivision stakes. Amid the distance, calm—silence. bbox=[14, 471, 143, 523]
article-byline: (BY HUGH SAVAGE.) bbox=[49, 158, 108, 166]
